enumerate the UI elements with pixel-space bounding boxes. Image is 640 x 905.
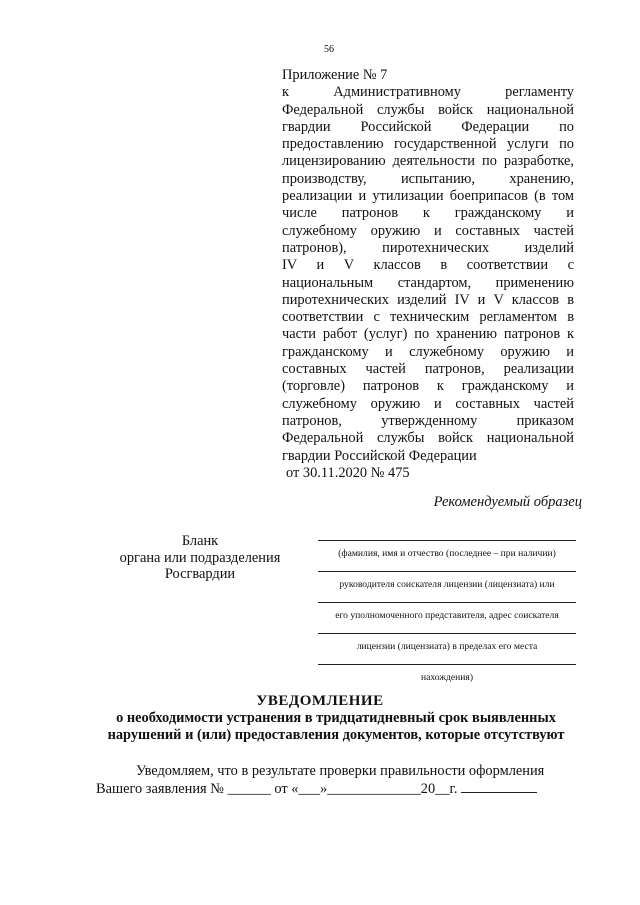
- addressee-field-row: [318, 540, 576, 571]
- fill-in-line: [318, 664, 576, 665]
- body-line-1: Уведомляем, что в результате проверки правильности оформления: [136, 763, 545, 779]
- field-caption: нахождения): [420, 672, 474, 683]
- addressee-block: [318, 540, 576, 695]
- appendix-line: лицензированию деятельности по разработке,: [282, 153, 574, 170]
- field-caption: его уполномоченного представителя, адрес соискателя: [335, 610, 559, 621]
- notice-title: УВЕДОМЛЕНИЕ: [256, 693, 384, 709]
- appendix-line: реализации и утилизации боеприпасов (в том: [282, 188, 574, 205]
- appendix-line: гвардии Российской Федерации по: [282, 118, 574, 135]
- addressee-field-row: [318, 571, 576, 602]
- appendix-line: гвардии Российской Федерации: [282, 447, 477, 464]
- appendix-date-line: от 30.11.2020 № 475: [286, 464, 410, 481]
- appendix-line: Федеральной службы войск национальной: [282, 430, 574, 447]
- fill-in-line: [461, 780, 537, 793]
- appendix-line: национальным стандартом, применению: [282, 274, 574, 291]
- notice-subtitle: [96, 710, 576, 744]
- appendix-line: соответствии с техническим регламентом в: [282, 309, 574, 326]
- appendix-line: производству, испытанию, хранению,: [282, 170, 574, 187]
- notice-body: [96, 762, 578, 798]
- appendix-line: пиротехнических изделий IV и V классов в: [282, 291, 574, 308]
- body-line-2: [96, 780, 578, 798]
- addressee-field-row: [318, 633, 576, 664]
- blank-line-3: Росгвардии: [164, 566, 236, 582]
- appendix-header: [282, 67, 574, 482]
- appendix-line: служебному оружию и составных частей: [282, 222, 574, 239]
- field-caption: (фамилия, имя и отчество (последнее – при наличии): [338, 548, 556, 559]
- addressee-field-row: [318, 602, 576, 633]
- appendix-line: к Административному регламенту: [282, 84, 574, 101]
- appendix-line: Приложение № 7: [282, 67, 388, 83]
- blank-line-1: Бланк: [181, 533, 219, 549]
- appendix-line: патронов, утвержденному приказом: [282, 412, 574, 429]
- fill-in-line: [318, 633, 576, 634]
- fill-in-line: [318, 571, 576, 572]
- appendix-line: IV и V классов в соответствии с: [282, 257, 574, 274]
- page-number: 56: [324, 44, 334, 55]
- appendix-line: составных частей патронов, реализации: [282, 361, 574, 378]
- appendix-line: служебному оружию и составных частей: [282, 395, 574, 412]
- appendix-line: предоставлению государственной услуги по: [282, 136, 574, 153]
- appendix-line: части работ (услуг) по хранению патронов к: [282, 326, 574, 343]
- notice-subtitle-line-2: нарушений и (или) предоставления документов, которые отсутствуют: [107, 727, 565, 743]
- notice-subtitle-line-1: о необходимости устранения в тридцатидневный срок выявленных: [116, 710, 556, 726]
- appendix-line: патронов), пиротехнических изделий: [282, 239, 574, 256]
- appendix-line: гражданскому и служебному оружию и: [282, 343, 574, 360]
- blank-line-2: органа или подразделения: [119, 549, 281, 566]
- application-reference: Вашего заявления № ______ от «___»_____________20__г.: [96, 781, 458, 797]
- field-caption: руководителя соискателя лицензии (лицензиата) или: [339, 579, 555, 590]
- fill-in-line: [318, 602, 576, 603]
- fill-in-line: [318, 540, 576, 541]
- recommended-sample-label: Рекомендуемый образец: [433, 494, 582, 510]
- appendix-line: (торговле) патронов к гражданскому и: [282, 378, 574, 395]
- field-caption: лицензии (лицензиата) в пределах его места: [356, 641, 538, 652]
- addressee-field-row: [318, 664, 576, 695]
- appendix-line: числе патронов к гражданскому и: [282, 205, 574, 222]
- appendix-line: Федеральной службы войск национальной: [282, 101, 574, 118]
- blank-block: [114, 533, 286, 583]
